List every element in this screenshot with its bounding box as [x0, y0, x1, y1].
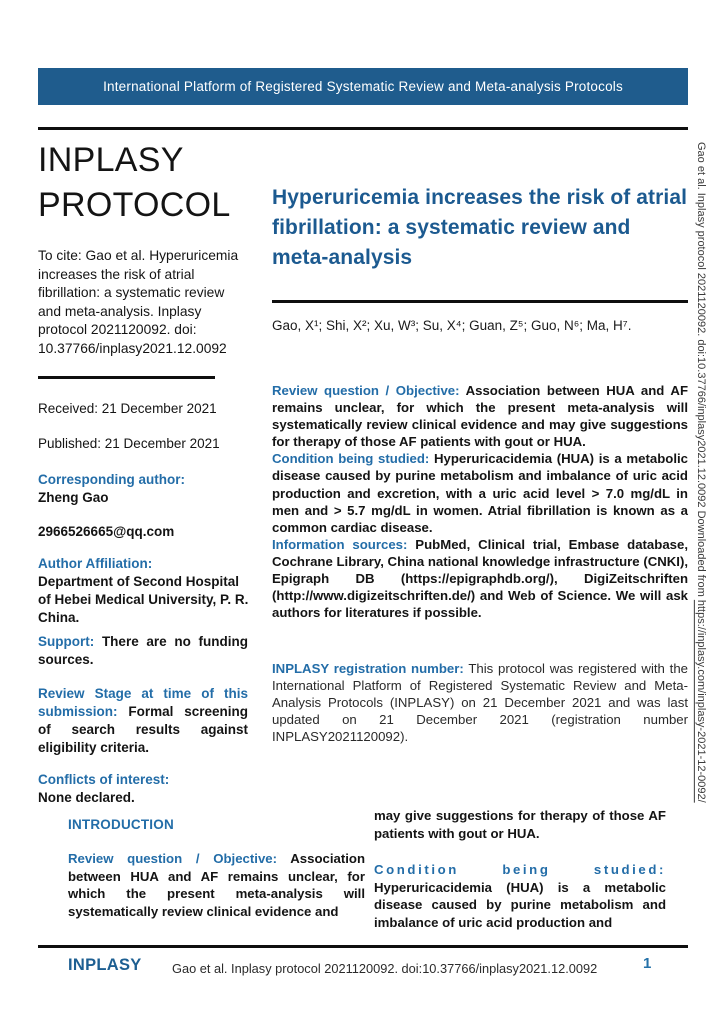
published-date: Published: 21 December 2021 [38, 436, 220, 451]
registration-label: INPLASY registration number: [272, 661, 464, 676]
affiliation-value: Department of Second Hospital of Hebei Medical University, P. R. China. [38, 574, 249, 625]
review-stage-label: Review Stage at time of this submission: [38, 686, 248, 719]
title-divider [272, 300, 688, 303]
left-column-divider [38, 376, 215, 379]
rotated-citation-text: Gao et al. Inplasy protocol 2021120092. doi:10.37766/inplasy2021.12.0092 Downloaded from [695, 142, 707, 600]
review-stage-field [38, 685, 248, 757]
intro-continuation-text: may give suggestions for therapy of those AF patients with gout or HUA. [374, 808, 666, 841]
rotated-citation-link[interactable]: https://inplasy.com/inplasy-2021-12-0092/ [695, 599, 707, 803]
corresponding-author-label: Corresponding author: [38, 472, 185, 487]
condition-studied-text: Hyperuricacidemia (HUA) is a metabolic disease caused by purine metabolism and imbalance of uric acid production and excretion, with a uric acid level > 7.0 mg/dL in men and > 5.7 mg/dL in women. Atrial fibrillation is known as a common cardiac disease. [272, 451, 688, 535]
rotated-margin-citation [695, 142, 707, 1012]
information-sources-paragraph [272, 536, 688, 621]
support-value: There are no funding sources. [38, 634, 248, 667]
corresponding-author-field [38, 471, 250, 507]
received-date: Received: 21 December 2021 [38, 401, 217, 416]
review-question-label: Review question / Objective: [272, 383, 460, 398]
intro-review-question-label: Review question / Objective: [68, 851, 277, 866]
footer-page-number: 1 [643, 955, 652, 972]
intro-condition-label: Condition being studied: [374, 862, 666, 877]
intro-condition-paragraph [374, 861, 666, 931]
review-question-text: Association between HUA and AF remains unclear, for which the present meta-analysis will systematically review clinical evidence and may give suggestions for therapy of those AF patients with gout or HUA. [272, 383, 688, 450]
information-sources-text: PubMed, Clinical trial, Embase database, Cochrane Library, China national knowledge infrastructure (CNKI), Epigraph DB (https://epigraphdb.org/), DigiZeitschriften (http://www.digizeitschriften.de/) and Web of Science. We will ask authors for literatures if possible. [272, 536, 688, 621]
conflicts-label: Conflicts of interest: [38, 772, 170, 787]
introduction-heading: INTRODUCTION [68, 817, 174, 832]
inplasy-protocol-wordmark [38, 138, 231, 228]
condition-studied-label: Condition being studied: [272, 451, 430, 467]
footer-citation: Gao et al. Inplasy protocol 2021120092. doi:10.37766/inplasy2021.12.0092 [172, 961, 598, 976]
author-affiliation-field [38, 555, 250, 627]
corresponding-author-name: Zheng Gao [38, 490, 109, 505]
information-sources-label: Information sources: [272, 536, 408, 552]
abstract-section [272, 382, 688, 621]
introduction-column-1 [68, 850, 365, 920]
support-label: Support: [38, 634, 95, 649]
wordmark-line1: INPLASY [38, 141, 184, 179]
article-title: Hyperuricemia increases the risk of atrial fibrillation: a systematic review and meta-analysis [272, 186, 688, 269]
corresponding-author-email[interactable]: 2966526665@qq.com [38, 524, 175, 539]
wordmark-line2: PROTOCOL [38, 186, 231, 224]
top-banner: International Platform of Registered Systematic Review and Meta-analysis Protocols [38, 68, 688, 105]
conflicts-field [38, 771, 250, 807]
top-divider [38, 127, 688, 130]
author-list: Gao, X¹; Shi, X²; Xu, W³; Su, X⁴; Guan, Z⁵; Guo, N⁶; Ma, H⁷. [272, 318, 632, 333]
introduction-column-2 [374, 807, 666, 931]
intro-condition-text: Hyperuricacidemia (HUA) is a metabolic disease caused by purine metabolism and imbalance of uric acid production and [374, 879, 666, 930]
review-stage-value: Formal screening of search results against eligibility criteria. [38, 704, 248, 755]
registration-text: This protocol was registered with the International Platform of Registered Systematic Review and Meta-Analysis Protocols (INPLASY) on 21 December 2021 and was last updated on 21 December 2021 (registration number INPLASY2021120092). [272, 661, 689, 745]
registration-paragraph [272, 660, 688, 745]
review-question-paragraph [272, 382, 688, 450]
support-field [38, 633, 248, 669]
condition-studied-paragraph [272, 450, 688, 535]
registration-section [272, 660, 688, 745]
intro-review-question-text: Association between HUA and AF remains unclear, for which the present meta-analysis will systematically review clinical evidence and [68, 851, 365, 919]
footer-divider [38, 945, 688, 948]
affiliation-label: Author Affiliation: [38, 556, 153, 571]
citation-block: To cite: Gao et al. Hyperuricemia increases the risk of atrial fibrillation: a systematic review and meta-analysis. Inplasy protocol 2021120092. doi: 10.37766/inplasy2021.12.0092 [38, 248, 239, 356]
footer-brand: INPLASY [68, 956, 142, 974]
conflicts-value: None declared. [38, 790, 135, 805]
